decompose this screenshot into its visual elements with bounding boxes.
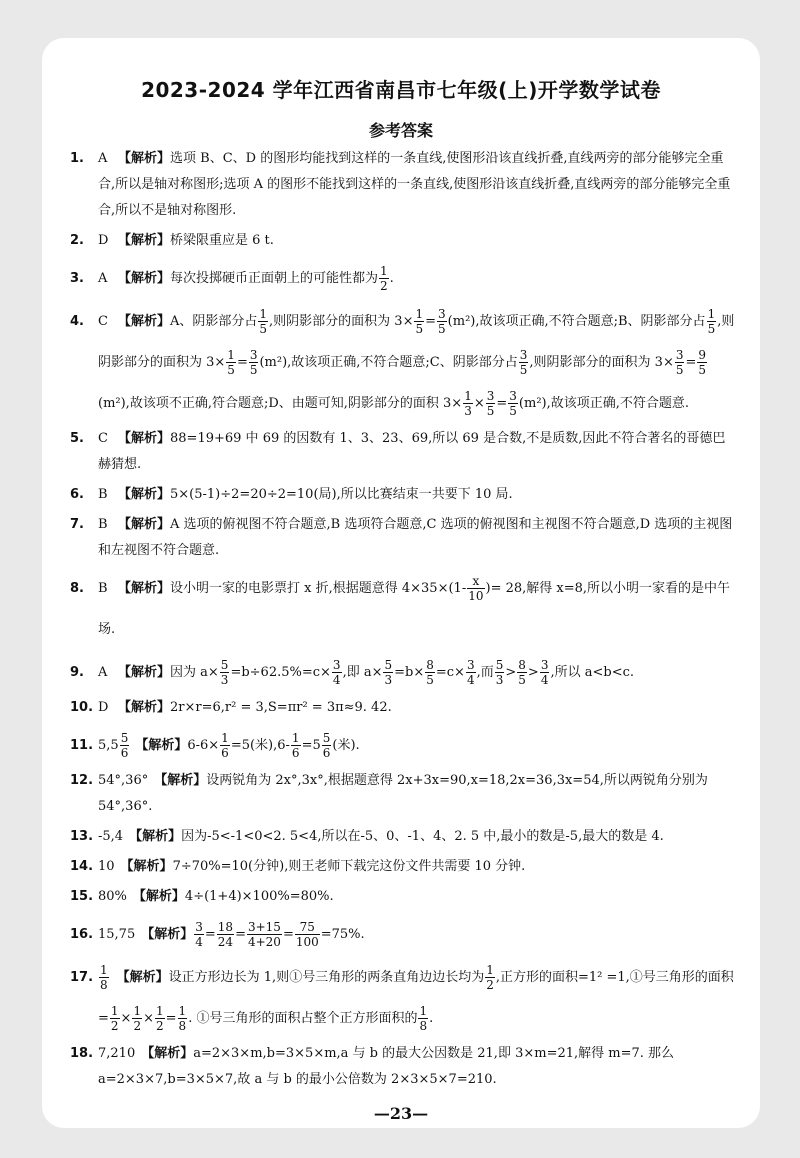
analysis-tag: 【解析】: [118, 233, 171, 248]
analysis-tag: 【解析】: [118, 271, 171, 286]
page-title: 2023-2024 学年江西省南昌市七年级(上)开学数学试卷: [141, 78, 661, 102]
analysis-text: .: [389, 271, 394, 286]
fraction: $\frac{3}{4}$: [332, 658, 341, 687]
item-answer: A: [98, 665, 108, 680]
fraction: $\frac{1}{5}$: [259, 307, 268, 336]
answer-item-10: [70, 695, 738, 721]
item-number: 10.: [70, 700, 94, 715]
answer-item-8: 8. B 【解析】设小明一家的电影票打 x 折,根据题意得 4×35×(1- $\frac{x}{10}$ )= 28,解得 x=8,所以小明一家看的是中午场.: [70, 568, 738, 650]
item-answer: 5,5: [98, 738, 119, 753]
item-number: 8.: [70, 581, 84, 596]
answer-item-9: 9. A 【解析】因为 a× $\frac{5}{3}$ =b÷62.5%=c× $\frac{3}{4}$ ,即 a× $\frac{5}{3}$ =b× $\frac{8}{5}$ =c× $\frac{3}{4}$ ,而 $\frac{5}{3}$ > $\frac{8}{5}$ > $\frac{3}{4}$ ,所以 a<b<c.: [70, 652, 738, 693]
answer-list: [70, 146, 738, 1097]
item-answer: 15,75: [98, 927, 136, 942]
item-answer: C: [98, 314, 108, 329]
fraction: $\frac{3}{5}$: [509, 389, 517, 418]
analysis-tag: 【解析】: [132, 889, 185, 904]
answer-item-15: [70, 884, 738, 910]
item-number: 12.: [70, 773, 94, 788]
analysis-tag: 【解析】: [118, 700, 171, 715]
answer-item-2: [70, 228, 738, 254]
answer-item-4: 4. C 【解析】A、阴影部分占 $\frac{1}{5}$ ,则阴影部分的面积为 3× $\frac{1}{5}$ = $\frac{3}{5}$ (m²),故该项正确,不符合题意;B、阴影部分占 $\frac{1}{5}$ ,则阴影部分的面积为 3× $\frac{1}{5}$ = $\frac{3}{5}$ (m²),故该项正确,不符合题意;C、阴影部分占 $\frac{3}{5}$ ,则阴影部分的面积为 3× $\frac{3}{5}$ = $\frac{9}{5}$ (m²),故该项不正确,符合题意;D、由题可知,阴影部分的面积 3× $\frac{1}{3}$ × $\frac{3}{5}$ = $\frac{3}{5}$ (m²),故该项正确,不符合题意.: [70, 301, 738, 424]
answer-item-7: [70, 512, 738, 564]
item-number: 13.: [70, 829, 94, 844]
fraction: $\frac{9}{5}$: [698, 348, 707, 377]
fraction: $\frac{3}{5}$: [486, 389, 495, 418]
fraction: $\frac{3}{5}$: [249, 348, 258, 377]
item-number: 17.: [70, 970, 94, 985]
answer-fraction: $\frac{5}{6}$: [120, 731, 129, 760]
item-answer: C: [98, 431, 108, 446]
analysis-text: 选项 B、C、D 的图形均能找到这样的一条直线,使图形沿该直线折叠,直线两旁的部分能够完全重合,所以是轴对称图形;选项 A 的图形不能找到这样的一条直线,使图形沿该直线折叠,直线两旁的部分能够完全重合,所以不是轴对称图形.: [98, 151, 731, 218]
answer-item-16: 16. 15,75 【解析】 $\frac{3}{4}$ = $\frac{18}{24}$ = $\frac{3+15}{4+20}$ = $\frac{75}{100}$ =75%.: [70, 914, 738, 955]
analysis-text: 每次投掷硬币正面朝上的可能性都为: [170, 271, 379, 286]
item-number: 16.: [70, 927, 94, 942]
item-answer: D: [98, 700, 109, 715]
answer-item-1: [70, 146, 738, 224]
analysis-text: 桥梁限重应是 6 t.: [170, 233, 274, 248]
answer-sheet: [42, 38, 760, 1128]
item-number: 4.: [70, 314, 84, 329]
analysis-tag: 【解析】: [118, 581, 171, 596]
analysis-tag: 【解析】: [135, 738, 188, 753]
analysis-tag: 【解析】: [118, 314, 171, 329]
answer-item-14: [70, 854, 738, 880]
analysis-text: 88=19+69 中 69 的因数有 1、3、23、69,所以 69 是合数,不是质数,因此不符合著名的哥德巴赫猜想.: [98, 431, 726, 472]
answer-fraction: $\frac{1}{8}$: [100, 963, 108, 992]
fraction: $\frac{75}{100}$: [295, 920, 319, 949]
fraction: $\frac{3}{4}$: [466, 658, 475, 687]
fraction: $\frac{1}{6}$: [221, 731, 229, 760]
item-number: 5.: [70, 431, 84, 446]
item-number: 11.: [70, 738, 94, 753]
answer-item-11: 11. 5,5 $\frac{5}{6}$ 【解析】6-6× $\frac{1}{6}$ =5(米),6- $\frac{1}{6}$ =5 $\frac{5}{6}$ (米).: [70, 725, 738, 766]
fraction: $\frac{1}{2}$: [110, 1004, 119, 1033]
analysis-tag: 【解析】: [118, 151, 171, 166]
fraction: $\frac{5}{3}$: [220, 658, 229, 687]
item-number: 1.: [70, 151, 84, 166]
fraction: $\frac{18}{24}$: [217, 920, 234, 949]
item-answer: A: [98, 271, 108, 286]
item-number: 15.: [70, 889, 94, 904]
analysis-text: 设两锐角为 2x°,3x°,根据题意得 2x+3x=90,x=18,2x=36,3x=54,所以两锐角分别为 54°,36°.: [98, 773, 708, 814]
item-number: 18.: [70, 1046, 94, 1061]
page-subtitle: 参考答案: [368, 121, 433, 140]
fraction: $\frac{1}{3}$: [464, 389, 472, 418]
fraction: $\frac{1}{2}$: [486, 963, 494, 992]
analysis-tag: 【解析】: [118, 487, 171, 502]
item-answer: A: [98, 151, 108, 166]
item-answer: B: [98, 581, 108, 596]
analysis-tag: 【解析】: [118, 665, 171, 680]
item-answer: 10: [98, 859, 115, 874]
fraction: $\frac{3}{5}$: [519, 348, 528, 377]
fraction: $\frac{8}{5}$: [426, 658, 434, 687]
fraction: $\frac{3}{4}$: [540, 658, 549, 687]
fraction: $\frac{1}{2}$: [133, 1004, 142, 1033]
fraction: $\frac{5}{3}$: [495, 658, 504, 687]
fraction: $\frac{x}{10}$: [468, 574, 484, 603]
item-answer: D: [98, 233, 109, 248]
answer-item-6: [70, 482, 738, 508]
item-number: 6.: [70, 487, 84, 502]
item-number: 7.: [70, 517, 84, 532]
fraction: $\frac{1}{5}$: [707, 307, 716, 336]
analysis-tag: 【解析】: [118, 431, 171, 446]
analysis-tag: 【解析】: [129, 829, 182, 844]
analysis-text: A 选项的俯视图不符合题意,B 选项符合题意,C 选项的俯视图和主视图不符合题意,D 选项的主视图和左视图不符合题意.: [98, 517, 733, 558]
analysis-text: 2r×r=6,r² = 3,S=πr² = 3π≈9. 42.: [170, 700, 392, 715]
analysis-tag: 【解析】: [141, 1046, 194, 1061]
fraction: $\frac{5}{3}$: [384, 658, 393, 687]
fraction: $\frac{1}{6}$: [291, 731, 300, 760]
answer-item-3: [70, 258, 738, 299]
fraction: $\frac{3}{4}$: [195, 920, 203, 949]
item-answer: B: [98, 517, 108, 532]
analysis-tag: 【解析】: [154, 773, 207, 788]
item-number: 14.: [70, 859, 94, 874]
analysis-text: 4÷(1+4)×100%=80%.: [184, 889, 334, 904]
page-number: —23—: [373, 1104, 429, 1123]
analysis-tag: 【解析】: [120, 859, 173, 874]
analysis-tag: 【解析】: [116, 970, 169, 985]
item-answer: -5,4: [98, 829, 124, 844]
fraction: $\frac{5}{6}$: [322, 731, 331, 760]
fraction: $\frac{3+15}{4+20}$: [247, 920, 281, 949]
fraction: $\frac{1}{5}$: [415, 307, 424, 336]
answer-item-12: [70, 768, 738, 820]
fraction: $\frac{1}{5}$: [227, 348, 235, 377]
fraction: $\frac{1}{8}$: [419, 1004, 428, 1033]
answer-item-17: 17. $\frac{1}{8}$ 【解析】设正方形边长为 1,则①号三角形的两条直角边边长均为 $\frac{1}{2}$ ,正方形的面积=1² =1,①号三角形的面积= $\frac{1}{2}$ × $\frac{1}{2}$ × $\frac{1}{2}$ = $\frac{1}{8}$ . ①号三角形的面积占整个正方形面积的 $\frac{1}{8}$ .: [70, 957, 738, 1039]
analysis-text: 因为-5<-1<0<2. 5<4,所以在-5、0、-1、4、2. 5 中,最小的数是-5,最大的数是 4.: [181, 829, 664, 844]
fraction: $\frac{1}{8}$: [178, 1004, 187, 1033]
fraction: $\frac{1}{2}$: [380, 264, 388, 293]
analysis-text: 5×(5-1)÷2=20÷2=10(局),所以比赛结束一共要下 10 局.: [170, 487, 513, 502]
item-answer: 80%: [98, 889, 127, 904]
fraction: $\frac{3}{5}$: [438, 307, 446, 336]
answer-item-5: [70, 426, 738, 478]
item-number: 2.: [70, 233, 84, 248]
fraction: $\frac{8}{5}$: [518, 658, 526, 687]
item-answer: 7,210: [98, 1046, 136, 1061]
item-answer: 54°,36°: [98, 773, 149, 788]
analysis-text: a=2×3×m,b=3×5×m,a 与 b 的最大公因数是 21,即 3×m=21,解得 m=7. 那么 a=2×3×7,b=3×5×7,故 a 与 b 的最小公倍数为 2×3×5×7=210.: [98, 1046, 675, 1087]
analysis-tag: 【解析】: [141, 927, 194, 942]
answer-item-13: [70, 824, 738, 850]
item-number: 9.: [70, 665, 84, 680]
item-answer: B: [98, 487, 108, 502]
fraction: $\frac{1}{2}$: [156, 1004, 164, 1033]
answer-item-18: [70, 1041, 738, 1093]
item-number: 3.: [70, 271, 84, 286]
analysis-tag: 【解析】: [118, 517, 171, 532]
analysis-text: 7÷70%=10(分钟),则王老师下载完这份文件共需要 10 分钟.: [172, 859, 526, 874]
fraction: $\frac{3}{5}$: [675, 348, 684, 377]
